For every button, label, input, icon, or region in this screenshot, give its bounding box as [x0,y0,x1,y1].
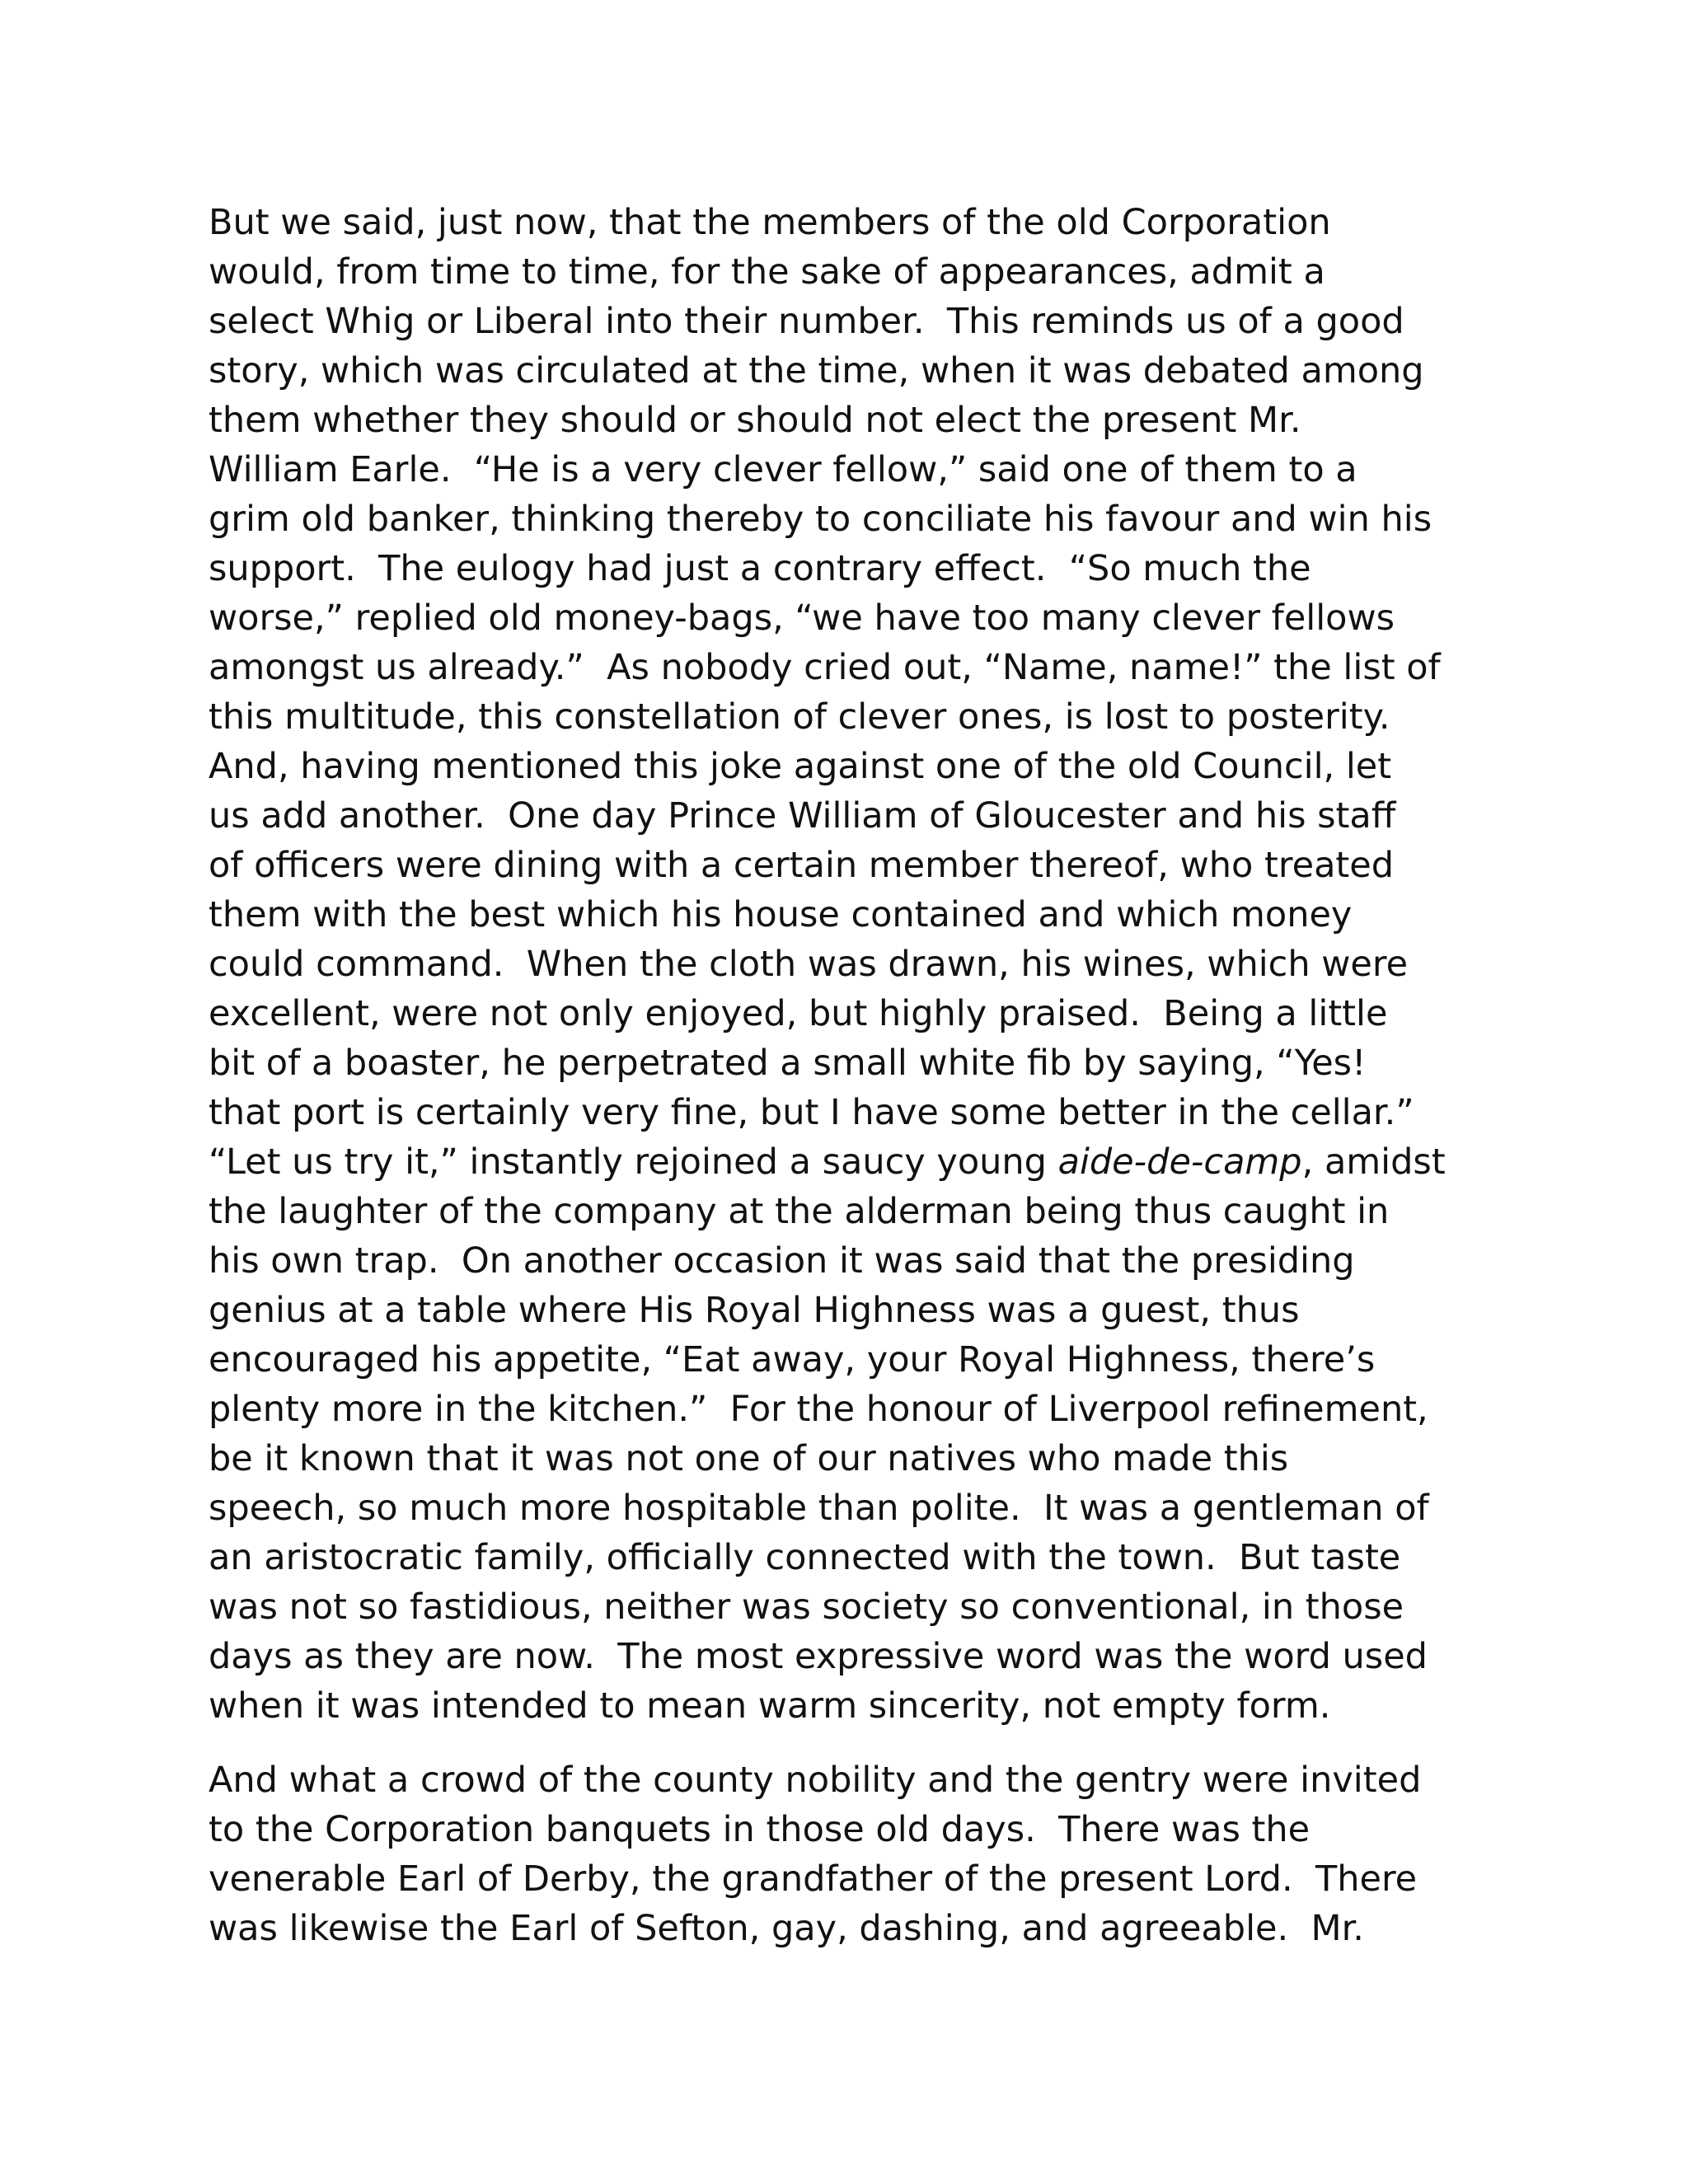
text-line: genius at a table where His Royal Highness was a guest, thus [209,1290,1300,1331]
text-line: the laughter of the company at the alderman being thus caught in [209,1191,1390,1232]
text-line: an aristocratic family, officially connected with the town. But taste [209,1537,1401,1578]
text-line: days as they are now. The most expressive word was the word used [209,1636,1428,1677]
text-line: would, from time to time, for the sake of appearances, admit a [209,251,1325,293]
text-line: story, which was circulated at the time, when it was debated among [209,350,1424,391]
text-line: select Whig or Liberal into their number. This reminds us of a good [209,301,1404,342]
text-line: amongst us already.” As nobody cried out, “Name, name!” the list of [209,647,1441,688]
text-line: bit of a boaster, he perpetrated a small white fib by saying, “Yes! [209,1043,1367,1084]
text-line: this multitude, this constellation of clever ones, is lost to posterity. [209,696,1390,738]
text-segment: , amidst [1301,1141,1446,1183]
paragraph-2 [209,1755,1494,1953]
text-line: when it was intended to mean warm sincerity, not empty form. [209,1685,1331,1727]
text-line: And, having mentioned this joke against one of the old Council, let [209,746,1392,787]
text-line: William Earle. “He is a very clever fellow,” said one of them to a [209,449,1357,490]
text-line: support. The eulogy had just a contrary effect. “So much the [209,548,1311,589]
text-line: But we said, just now, that the members of the old Corporation [209,202,1331,243]
text-line: excellent, were not only enjoyed, but highly praised. Being a little [209,993,1388,1034]
text-line: them with the best which his house contained and which money [209,894,1353,935]
text-line: plenty more in the kitchen.” For the honour of Liverpool refinement, [209,1389,1428,1430]
text-line: venerable Earl of Derby, the grandfather of the present Lord. There [209,1858,1418,1900]
text-line: worse,” replied old money-bags, “we have too many clever fellows [209,598,1395,639]
text-line: them whether they should or should not elect the present Mr. [209,400,1301,441]
text-line: speech, so much more hospitable than polite. It was a gentleman of [209,1488,1429,1529]
text-line: encouraged his appetite, “Eat away, your Royal Highness, there’s [209,1339,1376,1380]
italic-term: aide-de-camp [1057,1141,1302,1183]
text-line: was likewise the Earl of Sefton, gay, dashing, and agreeable. Mr. [209,1908,1364,1949]
text-line: grim old banker, thinking thereby to conciliate his favour and win his [209,499,1432,540]
text-line: that port is certainly very fine, but I have some better in the cellar.” [209,1092,1414,1133]
text-line: to the Corporation banquets in those old days. There was the [209,1809,1311,1850]
text-line: his own trap. On another occasion it was said that the presiding [209,1240,1355,1282]
text-segment: “Let us try it,” instantly rejoined a saucy young [209,1141,1058,1183]
text-line: could command. When the cloth was drawn, his wines, which were [209,944,1409,985]
text-line: of officers were dining with a certain member thereof, who treated [209,845,1395,886]
text-line: And what a crowd of the county nobility and the gentry were invited [209,1760,1422,1801]
text-line-with-italic [209,1137,1494,1187]
text-line: was not so fastidious, neither was society so conventional, in those [209,1586,1404,1628]
text-line: us add another. One day Prince William of Gloucester and his staff [209,795,1396,837]
paragraph-1 [209,198,1494,1731]
text-line: be it known that it was not one of our natives who made this [209,1438,1289,1479]
